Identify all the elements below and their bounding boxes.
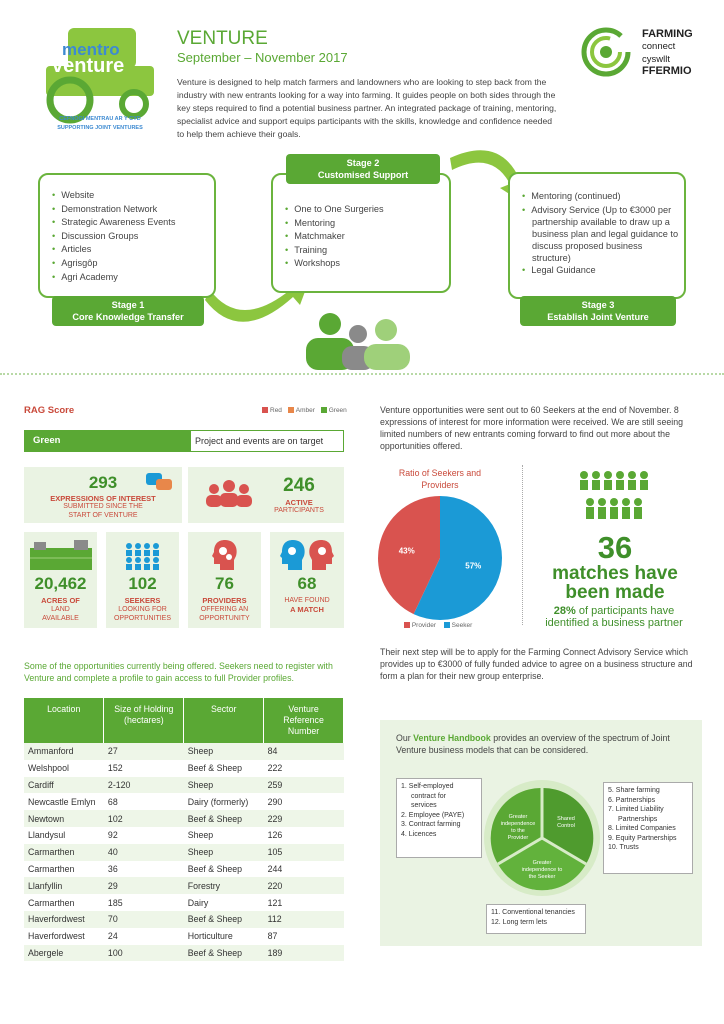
next-step-text: Their next step will be to apply for the Farming Connect Advisory Service which provides up to €3000 of fully funded advice to agree on a business structure and form a plan for their new group enterprise. [380,647,693,681]
segment-seeker-line3: the Seeker [528,874,556,880]
cell-sector: Beef & Sheep [184,810,264,827]
handbook-left-item: 3. Contract farming [401,821,461,828]
table-row [24,877,344,894]
cell-reference: 189 [264,945,344,962]
header-size: Size of Holding (hectares) [104,698,184,743]
seekers-sub: LOOKING FOR OPPORTUNITIES [113,606,172,622]
handbook-right-item: 10. Trusts [608,844,639,851]
table-row [24,844,344,861]
legend-seeker: Seeker [451,622,473,629]
cell-size: 100 [104,945,184,962]
pie-label-seeker: 57% [465,561,482,571]
cell-location: Cardiff [24,777,104,794]
cell-sector: Forestry [184,877,264,894]
rag-status-text: Project and events are on target [195,436,324,446]
handbook-right-list [603,782,693,874]
providers-head-gears-icon [212,540,238,570]
cell-size: 36 [104,861,184,878]
cell-location: Carmarthen [24,844,104,861]
handbook-left-item: 2. Employee (PAYE) [401,811,465,819]
stage2-name: Customised Support [317,170,409,180]
logo-tagline-english: SUPPORTING JOINT VENTURES [57,125,143,131]
stage2-number: Stage 2 [346,158,380,168]
table-row [24,928,344,945]
rag-title: RAG Score [24,405,75,416]
cell-size: 24 [104,928,184,945]
logo-text-venture: venture [52,55,125,77]
legend-provider: Provider [411,622,437,629]
table-header-row [24,698,344,743]
handbook-bottom-list [486,904,586,934]
segment-provider-line3: to the [511,828,525,834]
handbook-text [396,732,696,756]
cell-reference: 229 [264,810,344,827]
handbook-left-item: contract for [411,792,447,800]
stage2-item: • Matchmaker [285,230,449,244]
handbook-left-list [396,778,482,858]
cell-location: Ammanford [24,743,104,760]
logo-text-farming: FARMING [642,28,693,40]
seekers-providers-pie-chart [376,494,504,622]
header-location: Location [24,698,104,743]
cell-reference: 112 [264,911,344,928]
table-row [24,760,344,777]
handbook-right-item: Partnerships [618,815,658,823]
segment-seeker-line1: Greater [532,860,552,866]
provider-swatch [404,622,410,628]
amber-swatch [288,407,294,413]
pie-chart-title: Ratio of Seekers and Providers [398,468,482,490]
legend-green: Green [328,407,347,414]
matched-people-icon [578,470,650,526]
handbook-right-item: 7. Limited Liability [608,806,664,813]
matches-value: 36 [597,530,633,565]
stage1-item: • Agrisgôp [52,257,214,271]
logo-text-ffermio: FFERMIO [642,65,692,77]
handbook-left-item: 1. Self-employed [401,783,454,790]
cell-location: Haverfordwest [24,911,104,928]
cell-size: 40 [104,844,184,861]
matches-pct-line2: identified a business partner [545,617,683,629]
stat-card-acres [24,532,97,628]
table-row [24,793,344,810]
seekers-people-icon [124,542,162,570]
table-row [24,911,344,928]
cell-reference: 126 [264,827,344,844]
acres-value: 20,462 [34,574,87,593]
handbook-right-item: 5. Share farming [608,787,660,794]
cell-size: 102 [104,810,184,827]
cell-location: Welshpool [24,760,104,777]
stat-card-interest [24,467,182,523]
stage2-label [286,154,440,184]
handbook-right-item: 9. Equity Partnerships [608,834,677,842]
table-row [24,810,344,827]
cell-location: Newtown [24,810,104,827]
found-sub: A MATCH [290,605,324,614]
cell-reference: 105 [264,844,344,861]
participants-icon [204,479,254,509]
section-divider [0,373,724,375]
handbook-cycle-diagram [482,774,602,900]
seeker-swatch [444,622,450,628]
stage3-item: • Mentoring (continued) [522,190,682,204]
handbook-title: Venture Handbook [413,733,491,743]
cell-location: Llanfyllin [24,877,104,894]
cell-size: 70 [104,911,184,928]
page-title: VENTURE [177,28,268,49]
cell-size: 68 [104,793,184,810]
interest-sub: SUBMITTED SINCE THE START OF VENTURE [63,503,143,519]
rag-status: Green [25,431,191,451]
table-row [24,894,344,911]
stage2-item: • Training [285,244,449,258]
people-group-icon [302,312,414,370]
cell-sector: Beef & Sheep [184,911,264,928]
interest-value: 293 [88,473,118,492]
table-row [24,777,344,794]
cell-reference: 244 [264,861,344,878]
stage1-item: • Discussion Groups [52,230,214,244]
found-value: 68 [297,574,317,593]
stage3-item: • Advisory Service (Up to €3000 per partnership available to draw up a business plan and legal guidance to discuss proposed business structure) [522,204,682,264]
stage1-label [52,296,204,326]
stage2-item: • Mentoring [285,217,449,231]
seekers-value: 102 [128,574,157,593]
matches-text [530,564,700,602]
mentro-venture-logo [40,28,160,138]
segment-provider-line4: Provider [507,835,529,841]
segment-shared-line2: Control [557,823,575,829]
stage3-label [520,296,676,326]
matches-percentage [524,605,704,629]
stage1-item: • Agri Academy [52,271,214,285]
handbook-left-item: 4. Licences [401,830,437,838]
logo-text-mentro: mentro [62,40,120,59]
table-row [24,861,344,878]
stage3-box [508,172,686,299]
stat-card-found [270,532,344,628]
stage1-number: Stage 1 [111,300,145,310]
handbook-pre: Our [396,733,414,743]
cell-sector: Horticulture [184,928,264,945]
intro-paragraph: Venture is designed to help match farmers and landowners who are looking to step back from the industry with new entrants looking for a way into farming. It guides people on both sides through the key steps required to find a potential business partner. An integrated package of training, mentoring, specialist advice and support equips participants with the skills, knowledge and confidence needed to help them achieve their goals. [177,77,557,139]
stage1-name: Core Knowledge Transfer [72,312,184,322]
acres-sub: LAND AVAILABLE [42,606,79,622]
pie-legend [404,622,472,629]
handbook-post: provides an overview of the spectrum of Joint Venture business models that can be considered. [396,733,670,755]
cell-reference: 290 [264,793,344,810]
handbook-right-item: 8. Limited Companies [608,825,676,832]
stat-card-active [188,467,344,523]
logo-text-connect: connect [642,41,676,52]
stage3-number: Stage 3 [581,300,615,310]
cell-size: 185 [104,894,184,911]
handbook-bottom-item: 11. Conventional tenancies [491,909,575,916]
opportunities-intro: Some of the opportunities currently being offered. Seekers need to register with Venture and complete a profile to gain access to full Provider profiles. [24,661,333,683]
found-title: HAVE FOUND [284,597,330,604]
red-swatch [262,407,268,413]
stage3-name: Establish Joint Venture [547,312,649,322]
matches-line2: been made [565,582,665,603]
interest-title: EXPRESSIONS OF INTEREST [50,494,156,503]
cell-location: Llandysul [24,827,104,844]
cell-sector: Sheep [184,844,264,861]
acres-title: ACRES OF [41,596,80,605]
rag-legend [258,407,347,414]
stage2-item: • Workshops [285,257,449,271]
cell-size: 152 [104,760,184,777]
farming-connect-swirl-icon [580,22,640,82]
logo-tagline-welsh: CEFNOGI MENTRAU AR Y CYD [59,116,141,122]
cell-sector: Sheep [184,777,264,794]
providers-title: PROVIDERS [202,596,247,605]
table-row [24,827,344,844]
table-body [24,743,344,961]
stage2-box [271,173,451,293]
stage1-item: • Strategic Awareness Events [52,216,214,230]
stage1-item: • Articles [52,243,214,257]
cell-location: Carmarthen [24,861,104,878]
cell-sector: Dairy (formerly) [184,793,264,810]
opportunities-table [24,698,344,961]
segment-seeker-line2: independence to [521,867,563,873]
header-reference: Venture Reference Number [264,698,344,743]
active-title: ACTIVE [285,498,313,507]
venture-opportunities-text: Venture opportunities were sent out to 60 Seekers at the end of November. 8 expressions of interest for more information were received. We are still seeing limited numbers of new entrants coming forward to find out more about the opportunities offered. [380,405,683,451]
chat-bubbles-icon [146,473,172,493]
cell-reference: 222 [264,760,344,777]
farmland-icon [30,540,92,570]
cell-size: 92 [104,827,184,844]
cell-reference: 121 [264,894,344,911]
header-sector: Sector [184,698,264,743]
cell-reference: 84 [264,743,344,760]
matches-pct-value: 28% [553,605,576,617]
farming-connect-logo [580,22,720,82]
stat-card-seekers [106,532,179,628]
active-sub: PARTICIPANTS [274,507,324,514]
handbook-bottom-item: 12. Long term lets [491,918,548,926]
stage3-item: • Legal Guidance [522,264,682,278]
cell-sector: Beef & Sheep [184,945,264,962]
stage2-item: • One to One Surgeries [285,203,449,217]
stage1-box [38,173,216,298]
providers-value: 76 [215,574,234,593]
cell-sector: Beef & Sheep [184,861,264,878]
logo-text-cyswllt: cyswllt [642,54,670,65]
cell-sector: Sheep [184,743,264,760]
segment-provider-line2: independence [500,821,536,827]
cell-reference: 259 [264,777,344,794]
providers-sub: OFFERING AN OPPORTUNITY [199,606,250,622]
handbook-left-item: services [411,802,437,809]
table-row [24,945,344,962]
cell-reference: 87 [264,928,344,945]
segment-shared-line1: Shared [557,816,575,822]
handbook-right-item: 6. Partnerships [608,796,656,804]
cell-location: Carmarthen [24,894,104,911]
cell-location: Abergele [24,945,104,962]
cell-size: 27 [104,743,184,760]
seekers-title: SEEKERS [124,596,161,605]
segment-provider-line1: Greater [508,814,528,820]
cell-sector: Sheep [184,827,264,844]
legend-red: Red [270,407,282,414]
cell-size: 29 [104,877,184,894]
venture-handbook-panel [380,720,702,946]
stat-card-providers [188,532,261,628]
matched-heads-icon [280,540,334,570]
cell-location: Newcastle Emlyn [24,793,104,810]
vertical-divider [522,465,523,625]
matches-line1: matches have [552,563,678,584]
matches-pct-line1: of participants have [578,605,675,617]
active-value: 246 [283,475,315,496]
cell-reference: 220 [264,877,344,894]
stage1-item: • Website [52,189,214,203]
rag-status-box [24,430,344,452]
cell-location: Haverfordwest [24,928,104,945]
legend-amber: Amber [295,407,315,414]
cell-size: 2-120 [104,777,184,794]
pie-label-provider: 43% [398,546,415,556]
table-row [24,743,344,760]
cell-sector: Dairy [184,894,264,911]
stage1-item: • Demonstration Network [52,203,214,217]
green-swatch [321,407,327,413]
cell-sector: Beef & Sheep [184,760,264,777]
page-subtitle: September – November 2017 [177,50,348,65]
